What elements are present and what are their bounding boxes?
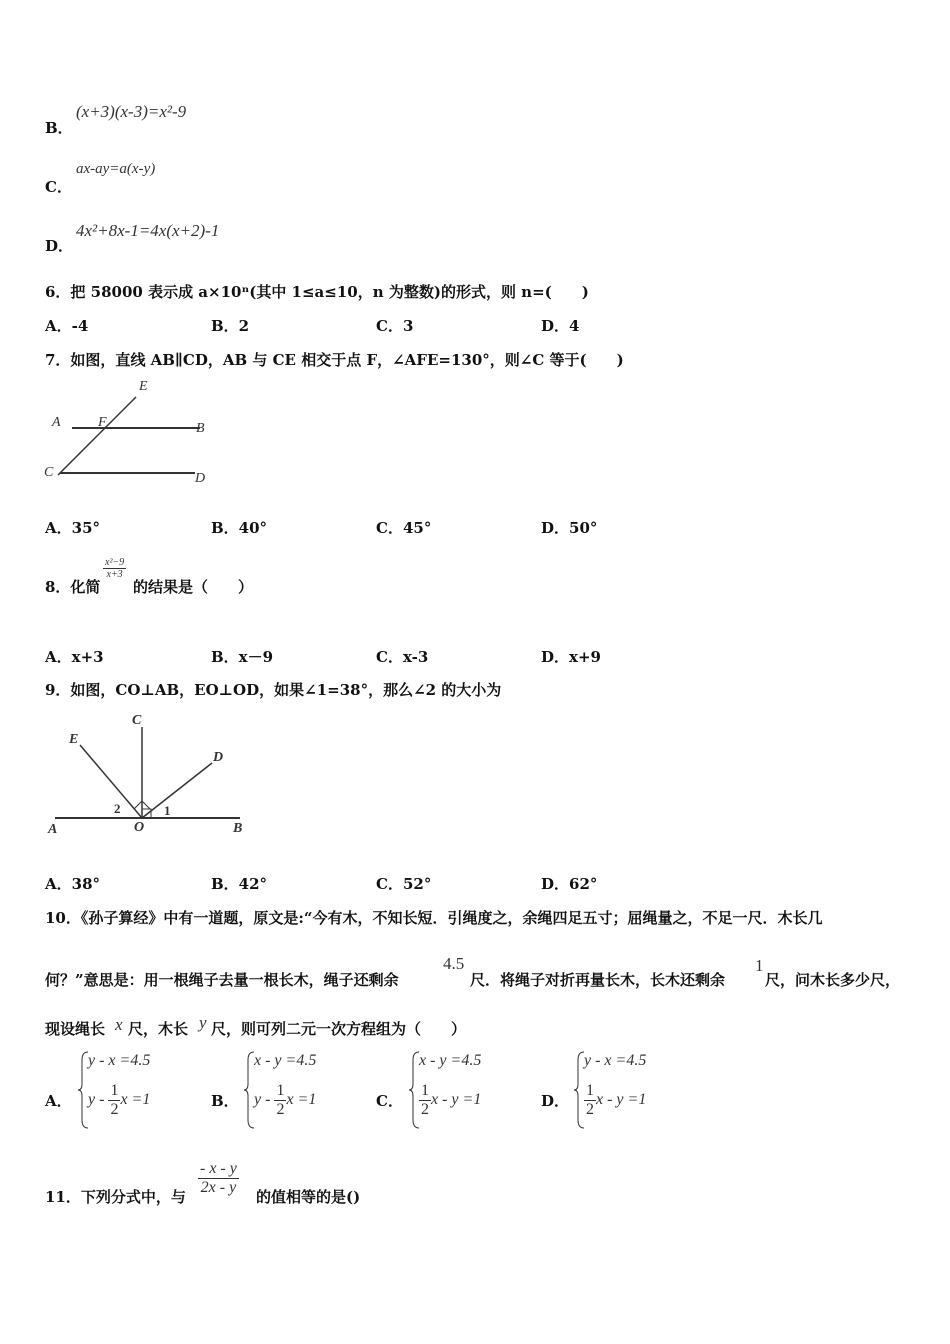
q10-option-label: B． [211, 1092, 239, 1110]
q7-option-b: B．40° [211, 519, 268, 537]
q10-half-fraction [584, 1082, 596, 1119]
q10-line3a: 现设绳长 [45, 1020, 106, 1038]
q10-line3b: 尺，木长 [128, 1020, 189, 1038]
q5-option-d-expr: 4x²+8x-1=4x(x+2)-1 [76, 221, 220, 240]
q6-option-a: A．-4 [45, 317, 89, 335]
q9-figure [40, 705, 260, 840]
q8-frac-num: x²−9 [105, 557, 125, 568]
q11-fraction [198, 1160, 239, 1197]
q10-eq2-post: x - y =1 [596, 1091, 647, 1109]
q8-option-d: D．x+9 [541, 648, 601, 666]
q10-eq1: x - y =4.5 [419, 1052, 482, 1069]
q9-stem: 9．如图，CO⊥AB，EO⊥OD，如果∠1=38°，那么∠2 的大小为 [45, 681, 502, 699]
q10-line2b: 尺．将绳子对折再量长木，长木还剩余 [470, 971, 726, 989]
q10-eq2-post: x =1 [286, 1091, 317, 1109]
q11-prefix: 11．下列分式中，与 [45, 1188, 186, 1206]
q8-option-c: C．x-3 [376, 648, 429, 666]
q10-eq2 [584, 1082, 646, 1119]
q10-option-label: A． [45, 1092, 72, 1110]
q10-eq2-pre: y - [88, 1091, 109, 1109]
label-a: A [52, 415, 61, 430]
q5-option-c-expr: ax-ay=a(x-y) [76, 161, 156, 177]
label-b: B [196, 421, 205, 436]
q8-frac-den: x+3 [106, 569, 123, 580]
q11-frac-num: - x - y [200, 1160, 237, 1177]
q10-half-den: 2 [276, 1101, 285, 1118]
q10-line2c: 尺，问木长多少尺， [765, 971, 901, 989]
q11-frac-den: 2x - y [200, 1179, 237, 1196]
q10-eq2-post: x - y =1 [431, 1091, 482, 1109]
q10-option-label: C． [376, 1092, 403, 1110]
q10-half-fraction [419, 1082, 431, 1119]
label-angle-2: 2 [114, 801, 121, 816]
q9-option-a: A．38° [45, 875, 101, 893]
label-e: E [69, 732, 79, 747]
q9-option-d: D．62° [541, 875, 598, 893]
q10-line1: 10．《孙子算经》中有一道题，原文是:“今有木，不知长短．引绳度之，余绳四足五寸；屈绳量之，不足一尺．木长几 [45, 909, 823, 927]
q6-option-d: D．4 [541, 317, 580, 335]
q10-eq2-post: x =1 [120, 1091, 151, 1109]
q10-line3c: 尺，则可列二元一次方程组为（ ） [211, 1020, 467, 1038]
q7-option-c: C．45° [376, 519, 432, 537]
q10-var-y: y [199, 1013, 207, 1032]
q7-figure [40, 375, 220, 490]
label-d: D [195, 471, 206, 486]
q5-option-c-label: C． [45, 178, 72, 196]
label-c: C [132, 713, 142, 728]
q10-half-fraction [274, 1082, 286, 1119]
q6-option-b: B．2 [211, 317, 250, 335]
q10-half-den: 2 [586, 1101, 594, 1118]
q10-eq1: y - x =4.5 [88, 1052, 151, 1069]
q11-suffix: 的值相等的是() [256, 1188, 361, 1206]
q10-eq1: y - x =4.5 [584, 1052, 647, 1069]
q10-half-num: 1 [276, 1082, 285, 1099]
q10-half-den: 2 [110, 1101, 119, 1118]
q7-option-a: A．35° [45, 519, 101, 537]
label-e: E [139, 379, 148, 394]
q8-option-a: A．x+3 [45, 648, 104, 666]
label-angle-1: 1 [164, 803, 171, 818]
q10-eq2 [254, 1082, 316, 1119]
q10-value-4-5: 4.5 [443, 954, 465, 973]
q10-half-num: 1 [586, 1082, 594, 1099]
q6-stem: 6．把 58000 表示成 a×10ⁿ(其中 1≤a≤10，n 为整数)的形式，则 n=( ) [45, 283, 589, 301]
label-d: D [213, 750, 224, 765]
q8-fraction [103, 557, 126, 580]
label-b: B [233, 821, 243, 836]
q10-eq1: x - y =4.5 [254, 1052, 317, 1069]
label-f: F [98, 415, 107, 430]
label-c: C [44, 465, 54, 480]
q10-half-num: 1 [110, 1082, 119, 1099]
q10-line2a: 何？”意思是：用一根绳子去量一根长木，绳子还剩余 [45, 971, 399, 989]
q5-option-d-label: D． [45, 237, 74, 255]
q6-option-c: C．3 [376, 317, 414, 335]
q10-half-num: 1 [421, 1082, 429, 1099]
q8-suffix: 的结果是（ ） [133, 578, 254, 596]
q10-eq2 [88, 1082, 150, 1119]
q10-half-den: 2 [421, 1101, 429, 1118]
q7-stem: 7．如图，直线 AB∥CD，AB 与 CE 相交于点 F，∠AFE=130°，则∠C 等于( ) [45, 351, 624, 369]
q8-option-b: B．x－9 [211, 648, 274, 666]
q10-eq2-pre: y - [254, 1091, 275, 1109]
q10-eq2 [419, 1082, 481, 1119]
line-od [142, 763, 212, 818]
label-a: A [48, 822, 58, 837]
q10-option-label: D． [541, 1092, 570, 1110]
q5-option-b-expr: (x+3)(x-3)=x²-9 [76, 102, 187, 121]
q9-option-b: B．42° [211, 875, 268, 893]
q10-var-x: x [115, 1015, 123, 1034]
line-oe [80, 745, 142, 818]
q10-value-1: 1 [755, 956, 764, 975]
q7-option-d: D．50° [541, 519, 598, 537]
q10-half-fraction [108, 1082, 120, 1119]
q5-option-b-label: B． [45, 119, 73, 137]
q9-option-c: C．52° [376, 875, 432, 893]
q8-prefix: 8．化简 [45, 578, 101, 596]
label-o: O [134, 820, 145, 835]
line-ce [58, 397, 136, 475]
